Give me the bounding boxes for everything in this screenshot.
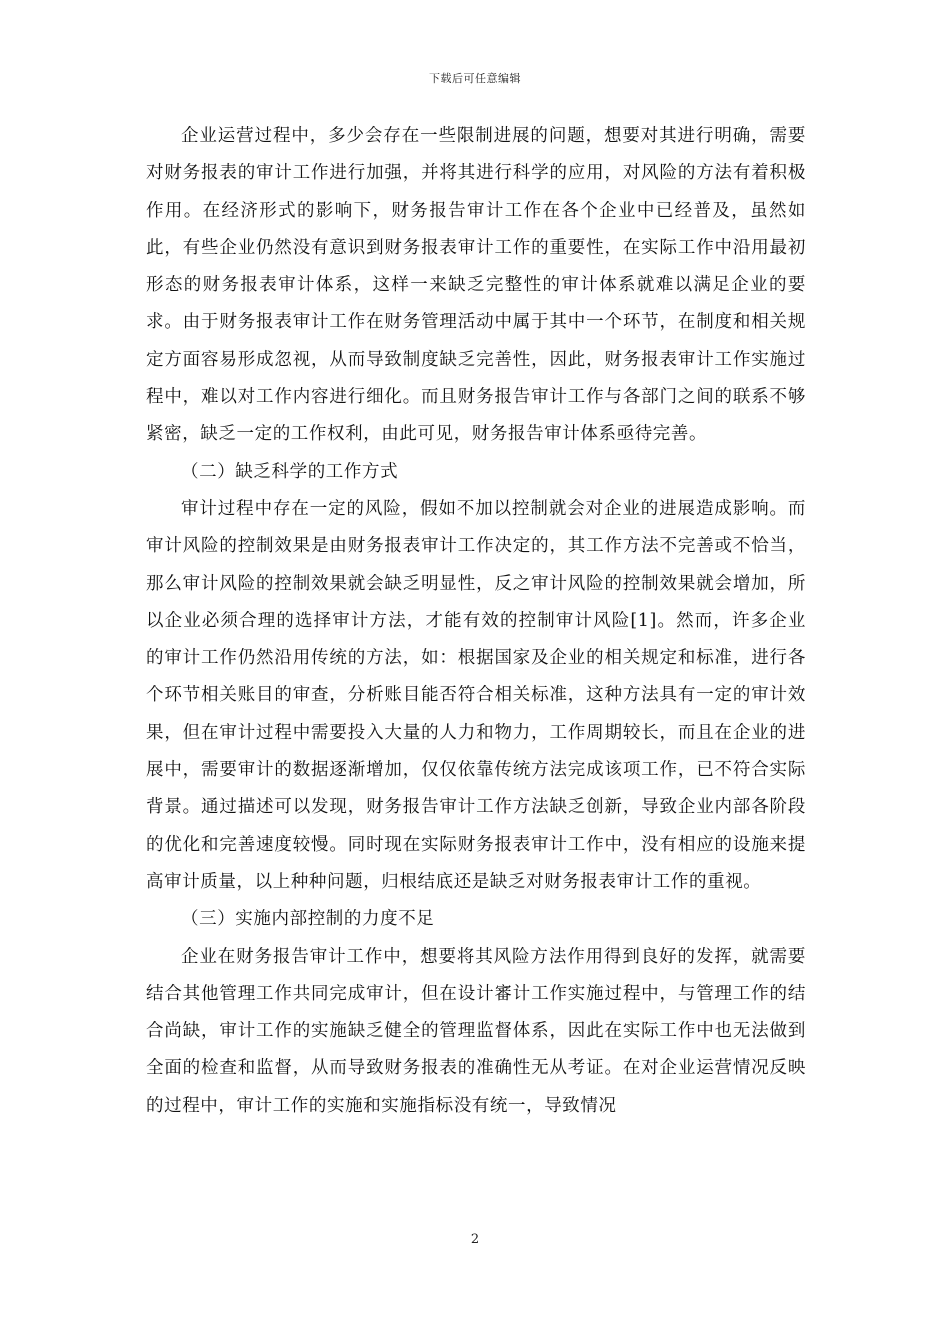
page-header: 下载后可任意编辑 — [429, 72, 521, 85]
document-body — [146, 118, 806, 1125]
section-heading-2: （二）缺乏科学的工作方式 — [181, 461, 399, 482]
page-number: 2 — [470, 1232, 480, 1247]
paragraph-1: 企业运营过程中，多少会存在一些限制进展的问题，想要对其进行明确，需要对财务报表的审计工作进行加强，并将其进行科学的应用，对风险的方法有着积极作用。在经济形式的影响下，财务报告审计工作在各个企业中已经普及，虽然如此，有些企业仍然没有意识到财务报表审计工作的重要性，在实际工作中沿用最初形态的财务报表审计体系，这样一来缺乏完整性的审计体系就难以满足企业的要求。由于财务报表审计工作在财务管理活动中属于其中一个环节，在制度和相关规定方面容易形成忽视，从而导致制度缺乏完善性，因此，财务报表审计工作实施过程中，难以对工作内容进行细化。而且财务报告审计工作与各部门之间的联系不够紧密，缺乏一定的工作权利，由此可见，财务报告审计体系亟待完善。 — [146, 126, 806, 445]
section-heading-3: （三）实施内部控制的力度不足 — [181, 909, 435, 930]
paragraph-2: 审计过程中存在一定的风险，假如不加以控制就会对企业的进展造成影响。而审计风险的控制效果是由财务报表审计工作决定的，其工作方法不完善或不恰当，那么审计风险的控制效果就会缺乏明显性，反之审计风险的控制效果就会增加，所以企业必须合理的选择审计方法，才能有效的控制审计风险[1]。然而，许多企业的审计工作仍然沿用传统的方法，如：根据国家及企业的相关规定和标准，进行各个环节相关账目的审查，分析账目能否符合相关标准，这种方法具有一定的审计效果，但在审计过程中需要投入大量的人力和物力，工作周期较长，而且在企业的进展中，需要审计的数据逐渐增加，仅仅依靠传统方法完成该项工作，已不符合实际背景。通过描述可以发现，财务报告审计工作方法缺乏创新，导致企业内部各阶段的优化和完善速度较慢。同时现在实际财务报表审计工作中，没有相应的设施来提高审计质量，以上种种问题，归根结底还是缺乏对财务报表审计工作的重视。 — [146, 498, 806, 892]
paragraph-3: 企业在财务报告审计工作中，想要将其风险方法作用得到良好的发挥，就需要结合其他管理工作共同完成审计，但在设计審计工作实施过程中，与管理工作的结合尚缺，审计工作的实施缺乏健全的管理监督体系，因此在实际工作中也无法做到全面的检查和监督，从而导致财务报表的准确性无从考证。在对企业运营情况反映的过程中，审计工作的实施和实施指标没有统一，导致情况 — [146, 946, 806, 1116]
